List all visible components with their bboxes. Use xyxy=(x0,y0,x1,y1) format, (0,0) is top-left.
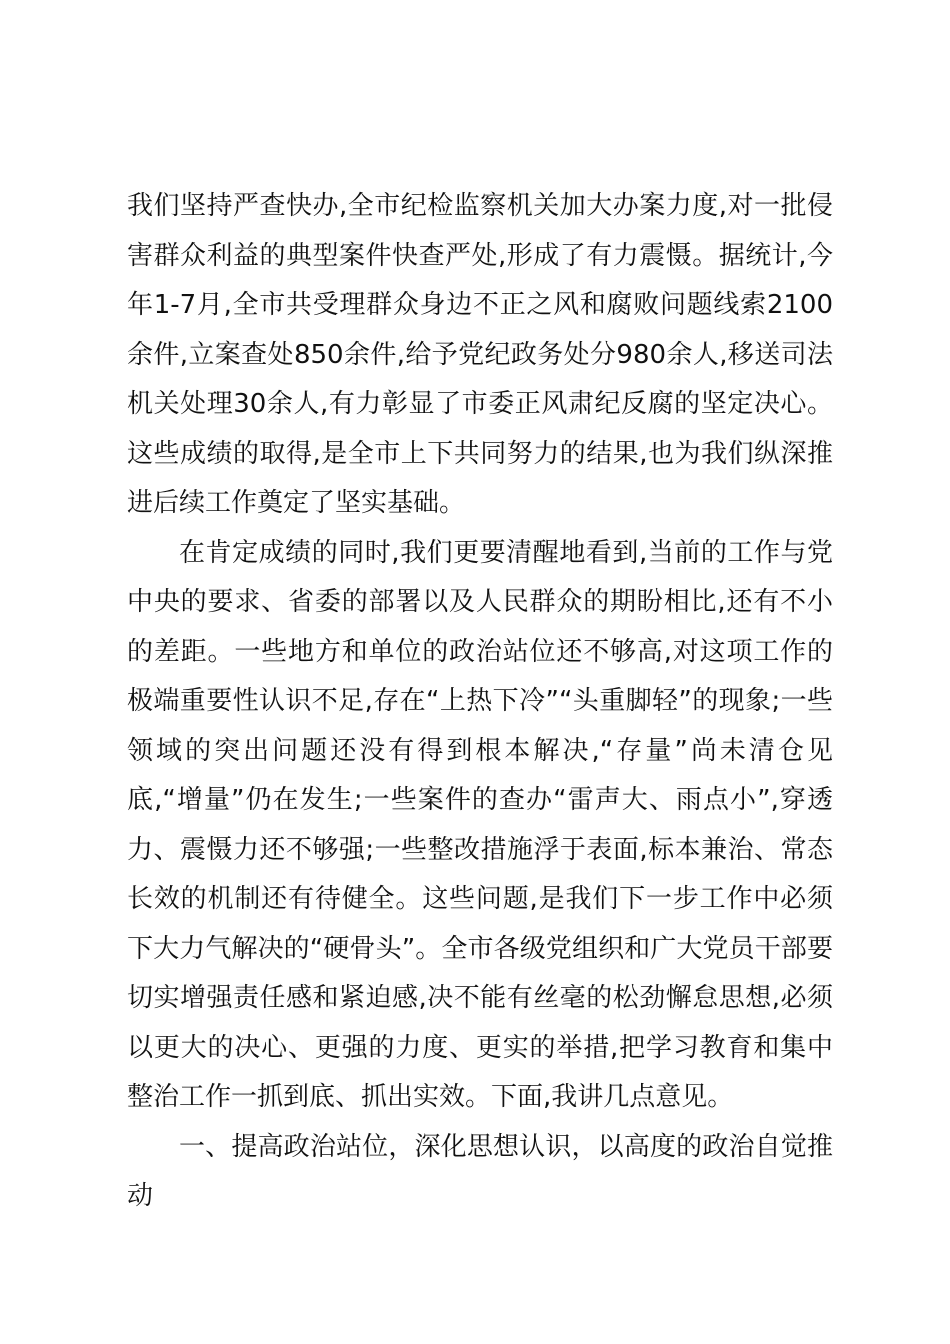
section-heading-1: 一、提高政治站位，深化思想认识，以高度的政治自觉推动 xyxy=(127,1131,833,1211)
paragraph-achievements: 我们坚持严查快办,全市纪检监察机关加大办案力度,对一批侵害群众利益的典型案件快查严处,形成了有力震慑。据统计,今年1-7月,全市共受理群众身边不正之风和腐败问题线索2100余件,立案查处850余件,给予党纪政务处分980余人,移送司法机关处理30余人,有力彰显了市委正风肃纪反腐的坚定决心。这些成绩的取得,是全市上下共同努力的结果,也为我们纵深推进后续工作奠定了坚实基础。 xyxy=(127,191,833,518)
paragraph-shortcomings: 在肯定成绩的同时,我们更要清醒地看到,当前的工作与党中央的要求、省委的部署以及人民群众的期盼相比,还有不小的差距。一些地方和单位的政治站位还不够高,对这项工作的极端重要性认识不足,存在“上热下冷”“头重脚轻”的现象;一些领域的突出问题还没有得到根本解决,“存量”尚未清仓见底,“增量”仍在发生;一些案件的查办“雷声大、雨点小”,穿透力、震慑力还不够强;一些整改措施浮于表面,标本兼治、常态长效的机制还有待健全。这些问题,是我们下一步工作中必须下大力气解决的“硬骨头”。全市各级党组织和广大党员干部要切实增强责任感和紧迫感,决不能有丝毫的松劲懈怠思想,必须以更大的决心、更强的力度、更实的举措,把学习教育和集中整治工作一抓到底、抓出实效。下面,我讲几点意见。 xyxy=(127,537,833,1112)
document-body xyxy=(127,182,833,1222)
